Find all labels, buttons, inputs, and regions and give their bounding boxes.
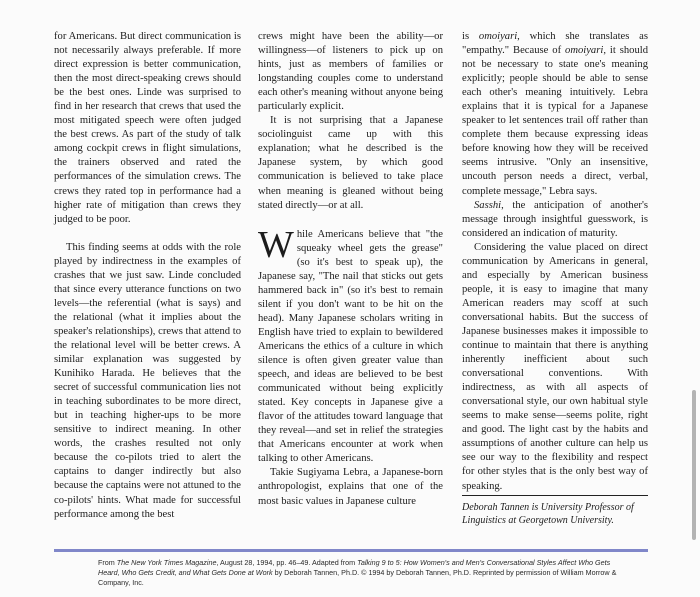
col3-p2-text: , the anticipation of another's message through insightful guesswork, is considered an indication of maturity. — [462, 199, 648, 239]
credit-magazine: The New York Times Magazine — [116, 558, 217, 567]
vertical-scrollbar[interactable] — [692, 390, 696, 540]
col2-paragraph-4: Takie Sugiyama Lebra, a Japanese-born anthropologist, explains that one of the most basic values in Japanese culture — [258, 467, 443, 507]
col3-paragraph-1 — [462, 30, 648, 199]
col2-paragraph-3: hile Americans believe that "the squeaky wheel gets the grease" (so it's best to speak up), the Japanese say, "The nail that sticks out gets hammered back in" (so it's best to remain silent if you don't want to be hit on the head). Many Japanese scholars writing in English have tried to explain to bewildered Americans the ethics of a culture in which silence is often given greater value than speech, and ideas are believed to be best communicated without being explicitly stated. Key concepts in Japanese give a flavor of the attitudes toward language that they reveal—and set in relief the strategies that Americans encounter at work when talking to other Americans. — [258, 228, 443, 465]
credit-book-title: Talking 9 to 5: How Women's and Men's Conversational Styles Affect Who Gets Heard, Who Gets Credit, and What Gets Done at Work — [98, 558, 611, 577]
source-credit — [98, 558, 618, 588]
footer-divider — [54, 549, 648, 552]
bio-divider — [462, 495, 648, 496]
col3-p1-text-b: , which she translates as "empathy." Because of — [462, 31, 648, 57]
column-2 — [258, 30, 443, 509]
credit-pre: From — [98, 558, 117, 567]
term-omoiyari-2: omoiyari — [565, 45, 604, 57]
col1-paragraph-2: This finding seems at odds with the role played by indirectness in the examples of crashes that we just saw. Linde concluded that since every utterance functions on two levels—the referential (what is says) and the relational (what it implies about the speaker's relationships), crews that attend to the relational level will be better crews. A similar explanation was suggested by Kunihiko Harada. He believes that the secret of successful communication lies not in teaching subordinates to be more direct, but in teaching higher-ups to be more sensitive to indirect meaning. In other words, the crashes resulted not only because the co-pilots tried to alert the captains to danger indirectly but also because the captains were not attuned to the co-pilots' hints. What made for successful performance among the best — [54, 241, 241, 520]
drop-cap: W — [258, 223, 294, 266]
column-3 — [462, 30, 648, 494]
col3-paragraph-3: Considering the value placed on direct communication by Americans in general, and especially by American business people, it is easy to imagine that many American readers may scoff at such conversational habits. But the success of Japanese businesses makes it impossible to continue to maintain that there is anything inherently inefficient about such conversational conventions. With indirectness, as with all aspects of conversational style, our own habitual style seems to make sense—seems polite, right and good. The light cast by the habits and assumptions of another culture can help us see our way to the flexibility and respect for other styles that is the only best way of speaking. — [462, 241, 648, 492]
term-sasshi: Sasshi — [474, 199, 502, 211]
col3-p1-text-c: , it should not be necessary to state one's meaning explicitly; people should be able to sense each other's meaning intuitively. Lebra explains that it is typical for a Japanese speaker to let sentences trail off rather than complete them because expressing ideas before knowing how they will be received seems intrusive. "Only an insensitive, uncouth person needs a direct, verbal, complete message," Lebra says. — [462, 45, 648, 197]
col3-paragraph-2 — [462, 199, 648, 241]
term-omoiyari: omoiyari — [478, 31, 518, 42]
credit-mid: , August 28, 1994, pp. 46–49. Adapted from — [216, 558, 358, 567]
col3-p1-text-a: is — [462, 31, 479, 42]
col2-paragraph-1: crews might have been the ability—or willingness—of listeners to pick up on hints, just as members of families or longstanding couples come to understand each other's meaning without anyone being particularly explicit. — [258, 31, 443, 113]
column-1 — [54, 30, 241, 522]
author-bio: Deborah Tannen is University Professor of Linguistics at Georgetown University. — [462, 502, 634, 526]
credit-post: by Deborah Tannen, Ph.D. © 1994 by Deborah Tannen, Ph.D. Reprinted by permission of William Morrow & Company, Inc. — [98, 568, 617, 587]
col1-paragraph-1: for Americans. But direct communication is not necessarily always preferable. If more direct expression is better communication, then the most direct-speaking crews should be the best ones. Linde was surprised to find in her research that crews that used the most mitigated speech were often judged the best crews. As part of the study of talk among cockpit crews in flight simulations, the trainers observed and rated the performances of the simulation crews. The crews they rated top in performance had a higher rate of mitigation than crews they judged to be poor. — [54, 31, 241, 225]
col2-paragraph-2: It is not surprising that a Japanese sociolinguist came up with this explanation; what he described is the Japanese system, by which good communication is believed to take place when meaning is gleaned without being stated directly—or at all. — [258, 115, 443, 211]
col2-dropcap-paragraph — [258, 223, 443, 467]
